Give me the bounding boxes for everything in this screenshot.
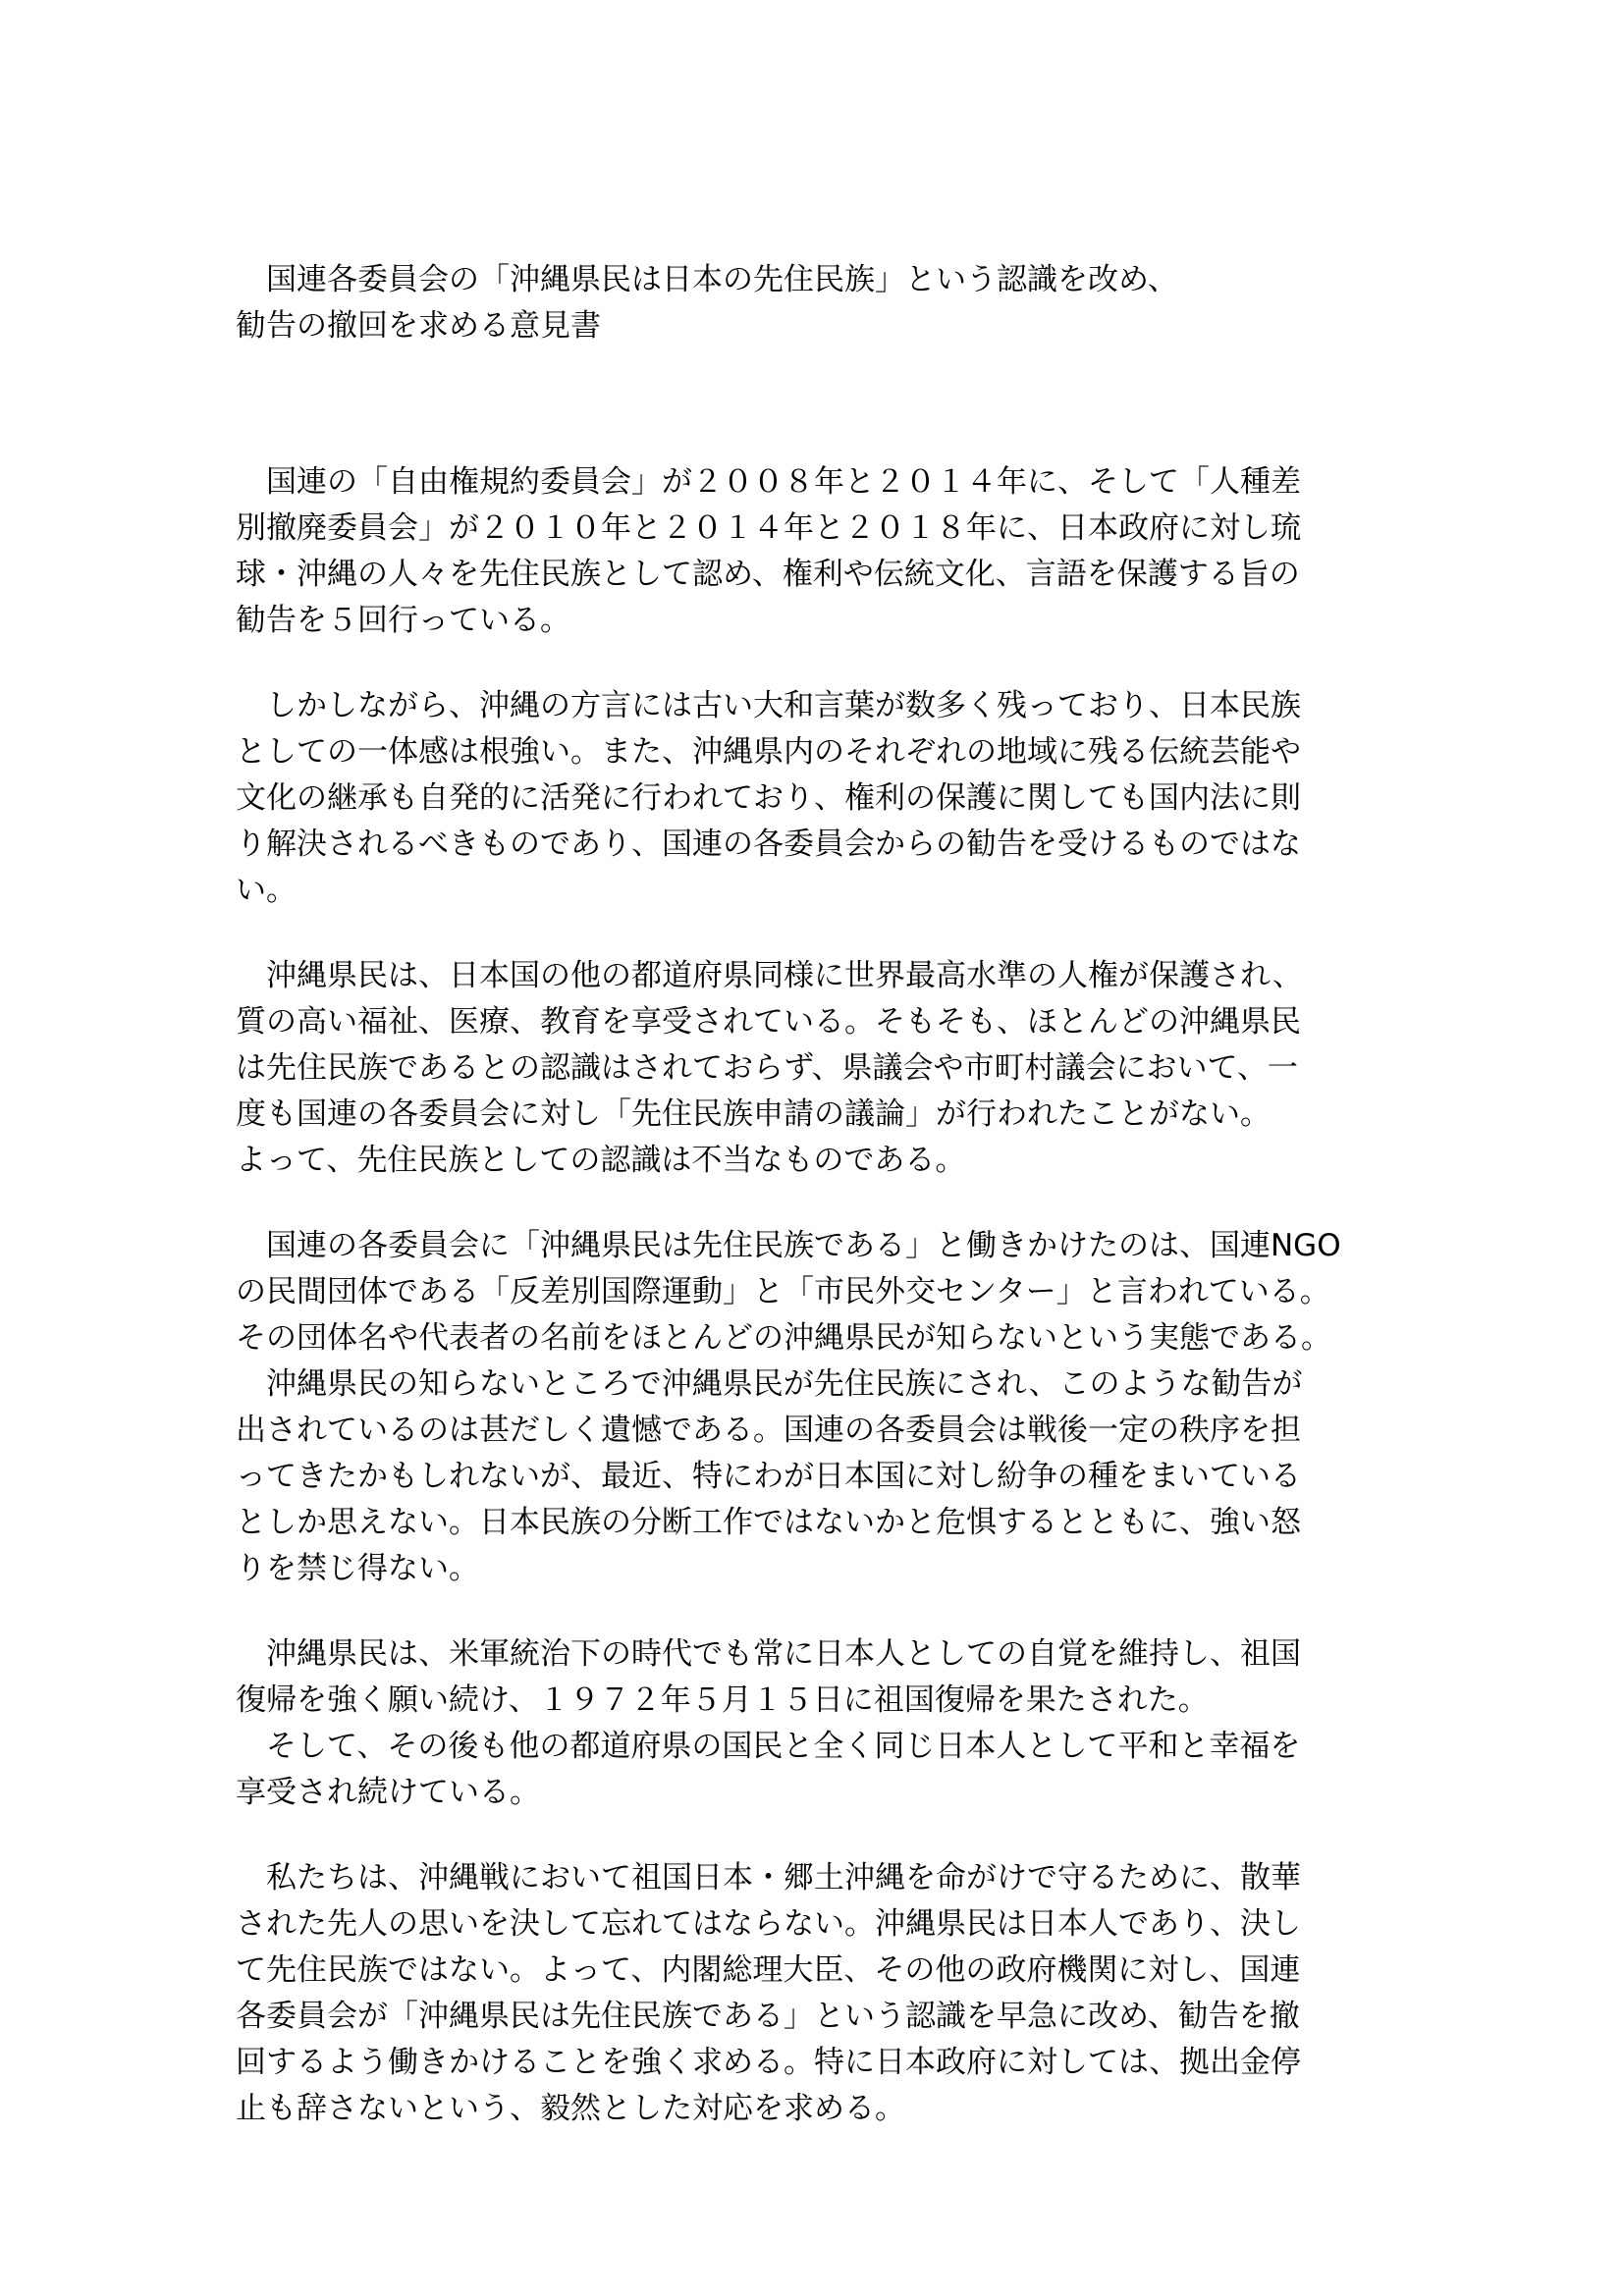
paragraph-5 <box>236 1631 1434 1816</box>
text-line: 別撤廃委員会」が２０１０年と２０１４年と２０１８年に、日本政府に対し琉 <box>236 510 1301 546</box>
text-line: 各委員会が「沖縄県民は先住民族である」という認識を早急に改め、勧告を撤 <box>236 1999 1300 2034</box>
paragraph-gap <box>236 1816 1434 1855</box>
text-line: 質の高い福祉、医療、教育を享受されている。そもそも、ほとんどの沖縄県民 <box>236 1004 1301 1040</box>
text-line: り解決されるべきものであり、国連の各委員会からの勧告を受けるものではな <box>236 827 1301 862</box>
text-line: は先住民族であるとの認識はされておらず、県議会や市町村議会において、一 <box>236 1050 1298 1086</box>
title-line: 勧告の撤回を求める意見書 <box>236 308 601 344</box>
text-line: ってきたかもしれないが、最近、特にわが日本国に対し紛争の種をまいている <box>236 1459 1301 1494</box>
text-line: 私たちは、沖縄戦において祖国日本・郷土沖縄を命がけで守るために、散華 <box>236 1860 1301 1896</box>
text-line: しかしながら、沖縄の方言には古い大和言葉が数多く残っており、日本民族 <box>236 688 1301 723</box>
text-line: の民間団体である「反差別国際運動」と「市民外交センター」と言われている。 <box>236 1274 1330 1309</box>
paragraph-4 <box>236 1223 1434 1592</box>
paragraph-gap <box>236 644 1434 683</box>
paragraph-gap <box>236 1592 1434 1631</box>
text-line: て先住民族ではない。よって、内閣総理大臣、その他の政府機関に対し、国連 <box>236 1952 1301 1988</box>
paragraph-2 <box>236 683 1434 914</box>
paragraph-6 <box>236 1855 1434 2132</box>
text-line: としか思えない。日本民族の分断工作ではないかと危惧するとともに、強い怒 <box>236 1505 1301 1540</box>
text-line: 文化の継承も自発的に活発に行われており、権利の保護に関しても国内法に則 <box>236 780 1301 816</box>
paragraph-gap <box>236 914 1434 953</box>
text-line: りを禁じ得ない。 <box>236 1551 479 1586</box>
text-line: 球・沖縄の人々を先住民族として認め、権利や伝統文化、言語を保護する旨の <box>236 557 1300 592</box>
paragraph-gap <box>236 1184 1434 1223</box>
text-line: された先人の思いを決して忘れてはならない。沖縄県民は日本人であり、決し <box>236 1906 1301 1942</box>
text-line: 沖縄県民の知らないところで沖縄県民が先住民族にされ、このような勧告が <box>236 1366 1303 1402</box>
paragraph-3 <box>236 953 1434 1184</box>
text-line: 止も辞さないという、毅然とした対応を求める。 <box>236 2091 905 2126</box>
title-line: 国連各委員会の「沖縄県民は日本の先住民族」という認識を改め、 <box>236 262 1178 297</box>
text-line: 回するよう働きかけることを強く求める。特に日本政府に対しては、拠出金停 <box>236 2045 1301 2080</box>
text-line: 国連の「自由権規約委員会」が２００８年と２０１４年に、そして「人種差 <box>236 464 1301 500</box>
text-line: としての一体感は根強い。また、沖縄県内のそれぞれの地域に残る伝統芸能や <box>236 734 1301 770</box>
text-line: そして、その後も他の都道府県の国民と全く同じ日本人として平和と幸福を <box>236 1729 1301 1764</box>
text-line: 勧告を５回行っている。 <box>236 603 570 638</box>
document-title <box>236 257 1434 349</box>
text-line: よって、先住民族としての認識は不当なものである。 <box>236 1143 966 1178</box>
document-body <box>236 459 1434 2132</box>
text-line: 沖縄県民は、米軍統治下の時代でも常に日本人としての自覚を維持し、祖国 <box>236 1636 1301 1672</box>
text-line: い。 <box>236 873 297 908</box>
text-line: その団体名や代表者の名前をほとんどの沖縄県民が知らないという実態である。 <box>236 1320 1331 1356</box>
paragraph-1 <box>236 459 1434 644</box>
text-line: 出されているのは甚だしく遺憾である。国連の各委員会は戦後一定の秩序を担 <box>236 1413 1301 1448</box>
text-line: 度も国連の各委員会に対し「先住民族申請の議論」が行われたことがない。 <box>236 1096 1271 1132</box>
text-line: 国連の各委員会に「沖縄県民は先住民族である」と働きかけたのは、国連NGO <box>236 1228 1341 1263</box>
text-line: 復帰を強く願い続け、１９７２年５月１５日に祖国復帰を果たされた。 <box>236 1682 1209 1718</box>
text-line: 沖縄県民は、日本国の他の都道府県同様に世界最高水準の人権が保護され、 <box>236 958 1303 993</box>
text-line: 享受され続けている。 <box>236 1775 540 1810</box>
